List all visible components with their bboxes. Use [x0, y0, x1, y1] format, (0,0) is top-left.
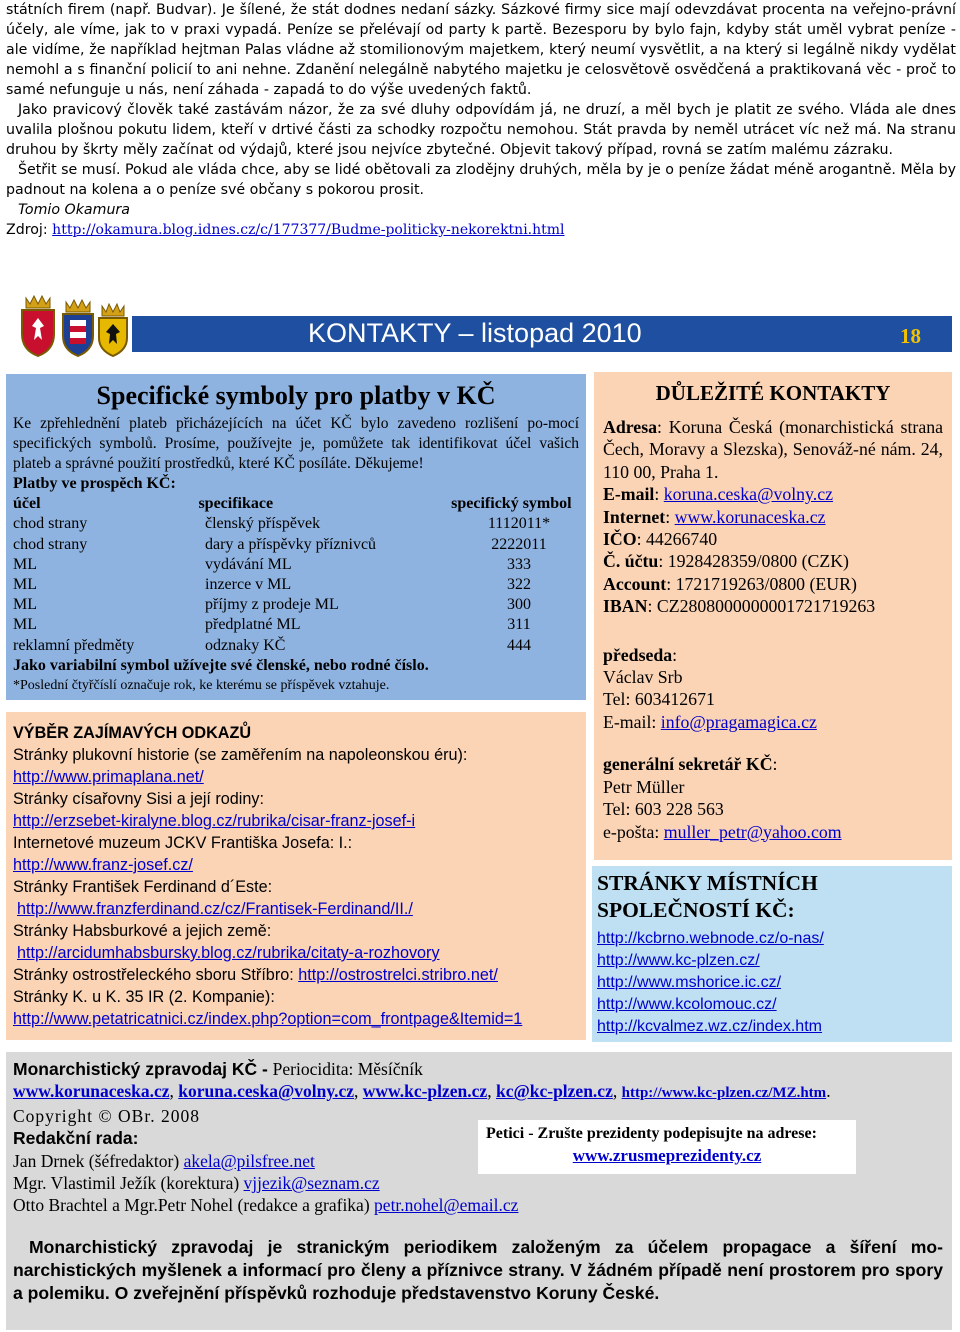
ico-value: : 44266740 — [636, 529, 718, 550]
table-row — [13, 615, 579, 635]
petition-box — [478, 1120, 856, 1174]
table-cell: reklamní předměty — [13, 636, 135, 654]
link-kc-plzen[interactable]: http://www.kc-plzen.cz/ — [597, 952, 760, 969]
article-paragraph: státních firem (např. Budvar). Je šílené, že stát dodnes nedaní sázky. Sázkové firmy sice mají odevzdávat procenta na veřejno-právní účely, ale víme, jak to v praxi vypadá. Peníze se přelévají od party k partě. Bezesporu by bylo fajn, kdyby stát uměl vybrat peníze - ale vidíme, že například hejtman Palas vládne až stomilionovým majetkem, který neumí vysvětlit, a na který si legálně nikdy vydělat nemohl a s finanční policií to ani nehne. Zdanění nelegálně nabytého majetku je celosvětově osvědčená a praktikovaná věc - proč to samé nefunguje u nás, není záhada - zapadá to do výše uvedených faktů. — [6, 2, 956, 98]
internet-link[interactable]: www.korunaceska.cz — [674, 506, 826, 527]
email-label: E-mail — [603, 484, 655, 505]
important-contacts-box — [594, 372, 952, 860]
symbols-intro: Ke zpřehlednění plateb přicházejících na účet KČ bylo zavedeno rozlišení po-mocí specifických symbolů. Prosíme, používejte je, pomůžete tak identifikovat účel vašich plateb a správné použití prostředků, které KČ posíláte. Děkujeme! — [13, 415, 579, 472]
link-label: Stránky císařovny Sisi a její rodiny: — [13, 790, 265, 808]
chair-email-row — [603, 711, 943, 733]
table-cell: 322 — [507, 576, 531, 594]
column-header: specifikace — [198, 495, 274, 513]
copyright: Copyright © OBr. 2008 — [13, 1105, 200, 1126]
symbols-table-header — [13, 494, 579, 514]
secretary-heading: generální sekretář KČ: — [603, 754, 778, 775]
secretary-tel: Tel: 603 228 563 — [603, 799, 724, 820]
petition-link[interactable]: www.zrusmeprezidenty.cz — [572, 1146, 762, 1165]
table-cell: příjmy z prodeje ML — [205, 596, 339, 614]
board-member — [13, 1194, 945, 1216]
board-member-email[interactable]: petr.nohel@email.cz — [374, 1195, 519, 1216]
source-link[interactable]: http://okamura.blog.idnes.cz/c/177377/Budme-politicky-nekorektni.html — [52, 222, 565, 238]
iban-row — [603, 595, 943, 617]
secretary-name: Petr Müller — [603, 776, 685, 797]
link-kc-olomouc[interactable]: http://www.kcolomouc.cz/ — [597, 996, 777, 1013]
ico-label: IČO — [603, 529, 637, 550]
link-petatricatnici[interactable]: http://www.petatricatnici.cz/index.php?option=com_frontpage&Itemid=1 — [13, 1010, 523, 1028]
email-row: E-mail: koruna.ceska@volny.cz — [603, 484, 834, 505]
board-member — [13, 1172, 945, 1194]
iban-value: : CZ2808000000001721719263 — [647, 596, 876, 617]
subheading-text: Platby ve prospěch KČ: — [13, 475, 176, 492]
column-header: účel — [13, 495, 41, 513]
link-label: Stránky ostrostřeleckého sboru Stříbro: — [13, 966, 299, 984]
link-label: Stránky plukovní historie (se zaměřením na napoleonskou éru): — [13, 746, 468, 764]
symbols-footnote: *Poslední čtyřčíslí označuje rok, ke kterému se příspěvek vztahuje. — [13, 678, 390, 694]
footer-link-kc-plzen[interactable]: www.kc-plzen.cz — [362, 1081, 488, 1102]
local-branches-box — [592, 866, 952, 1042]
contacts-title: DŮLEŽITÉ KONTAKTY — [655, 381, 891, 405]
table-cell: vydávání ML — [205, 555, 292, 573]
table-cell: 2222011 — [491, 535, 547, 553]
article-paragraph: Šetřit se musí. Pokud ale vláda chce, aby se lidé obětovali za zlodějny druhých, měla by je o peníze žádat méně arogantně. Měla by padnout na kolena a o peníze své občany s pokorou prosit. — [6, 162, 956, 198]
account-eur-label: Account — [603, 573, 667, 594]
board-member-name: Otto Brachtel a Mgr.Petr Nohel (redakce a grafika) — [13, 1195, 375, 1216]
chair-email-label: E-mail: — [603, 711, 661, 732]
link-label: Internetové muzeum JCKV Františka Josefa: I.: — [13, 834, 353, 852]
account-row — [603, 550, 943, 572]
secretary-email-row — [603, 821, 943, 843]
table-cell: ML — [13, 555, 37, 573]
ico-row — [603, 528, 943, 550]
account-label: Č. účtu — [603, 551, 659, 572]
column-header: specifický symbol — [451, 495, 572, 513]
table-cell: 300 — [507, 596, 531, 614]
internet-label: Internet — [603, 506, 666, 527]
table-row — [13, 514, 579, 534]
article-source — [6, 220, 956, 240]
symbols-subheading — [13, 474, 579, 494]
interesting-links-box — [6, 712, 586, 1040]
internet-row: Internet: www.korunaceska.cz — [603, 506, 826, 527]
symbols-title: Specifické symboly pro platby v KČ — [96, 381, 496, 410]
link-ostrostrelci[interactable]: http://ostrostrelci.stribro.net/ — [298, 966, 498, 984]
chair-tel: Tel: 603412671 — [603, 689, 715, 710]
chair-name: Václav Srb — [603, 667, 683, 688]
table-cell: předplatné ML — [205, 616, 301, 634]
table-cell: odznaky KČ — [205, 636, 286, 654]
local-title: STRÁNKY MÍSTNÍCH SPOLEČNOSTÍ KČ: — [597, 871, 818, 922]
secretary-email-label: e-pošta: — [603, 821, 664, 842]
petition-text: Petici - Zrušte prezidenty podepisujte na adrese: — [486, 1125, 817, 1142]
table-row — [13, 575, 579, 595]
table-cell: 1112011* — [487, 515, 551, 533]
bohemia-crest-icon — [18, 294, 58, 358]
link-kc-valmez[interactable]: http://kcvalmez.wz.cz/index.htm — [597, 1018, 822, 1035]
address-label: Adresa — [603, 417, 658, 437]
newsletter-title: Monarchistický zpravodaj KČ - — [13, 1059, 273, 1079]
page-title: KONTAKTY – listopad 2010 — [308, 318, 642, 348]
secretary-email-link[interactable]: muller_petr@yahoo.com — [663, 821, 842, 842]
address — [603, 416, 943, 483]
article — [6, 0, 956, 240]
moravia-crest-icon — [60, 298, 96, 358]
table-row — [13, 535, 579, 555]
address-value: : Koruna Česká (monarchistická strana Čech, Moravy a Slezska), Senováž-né nám. 24, 110 00, Praha 1. — [603, 417, 943, 482]
iban-label: IBAN — [603, 596, 648, 617]
board-member-email[interactable]: vjjezik@seznam.cz — [243, 1173, 380, 1194]
table-cell: ML — [13, 596, 37, 614]
footer-link-mz[interactable]: http://www.kc-plzen.cz/MZ.htm — [621, 1085, 827, 1102]
board-member-name: Jan Drnek (šéfredaktor) — [13, 1150, 184, 1171]
table-cell: ML — [13, 616, 37, 634]
table-cell: členský příspěvek — [205, 515, 321, 533]
newsletter-title-row — [13, 1058, 945, 1080]
table-cell: chod strany — [13, 535, 88, 553]
newsletter-footer — [6, 1052, 952, 1330]
payment-symbols-box — [6, 374, 586, 700]
board-member-email[interactable]: akela@pilsfree.net — [183, 1150, 315, 1171]
link-mshorice[interactable]: http://www.mshorice.ic.cz/ — [597, 974, 782, 991]
article-author: Tomio Okamura — [18, 202, 130, 218]
table-cell: ML — [13, 576, 37, 594]
footer-links: www.korunaceska.cz, koruna.ceska@volny.cz, www.kc-plzen.cz, kc@kc-plzen.cz, http://www.kc-plzen.cz/MZ.htm. — [13, 1081, 831, 1102]
account-value: : 1928428359/0800 (CZK) — [658, 551, 849, 572]
page-number: 18 — [900, 324, 921, 348]
link-label: Stránky Habsburkové a jejich země: — [13, 922, 272, 940]
link-label: Stránky K. u K. 35 IR (2. Kompanie): — [13, 988, 275, 1006]
editorial-board-heading: Redakční rada: — [13, 1128, 139, 1149]
links-heading: VÝBĚR ZAJÍMAVÝCH ODKAZŮ — [13, 724, 252, 742]
table-cell: inzerce v ML — [205, 576, 292, 594]
chair-label: předseda — [603, 644, 673, 665]
mission-statement: Monarchistický zpravodaj je stranickým periodikem založeným za účelem propagace a šíření mo-narchistických myšlenek a informací pro členy a příznivce strany. V žádném případě není prostorem pro spory a polemiku. O zveřejnění příspěvků rozhoduje představenstvo Koruny České. — [13, 1237, 943, 1303]
article-paragraph: Jako pravicový člověk také zastávám názor, že za své dluhy odpovídám já, ne druzí, a měl bych je platit ze svého. Vláda ale dnes uvalila plošnou pokutu lidem, kteří v drtivé části za schodky rozpočtu nemohou. Stát pravda by neměl utrácet víc než má. Na stranu druhou by škrty měly začínat od výdajů, které jsou nejvíce zbytečné. Objevit takový případ, rovná se zatím malému zázraku. — [6, 102, 956, 158]
table-cell: chod strany — [13, 515, 88, 533]
chair-heading: předseda: — [603, 644, 678, 665]
link-sisi[interactable]: http://erzsebet-kiralyne.blog.cz/rubrika/cisar-franz-josef-i — [13, 812, 416, 830]
link-primaplana[interactable]: http://www.primaplana.net/ — [13, 768, 204, 786]
source-label: Zdroj: — [6, 222, 53, 238]
footer-link-email[interactable]: koruna.ceska@volny.cz — [178, 1081, 355, 1102]
link-habsburg[interactable]: http://arcidumhabsbursky.blog.cz/rubrika/citaty-a-rozhovory — [17, 944, 440, 962]
footer-link-korunaceska[interactable]: www.korunaceska.cz — [13, 1081, 170, 1102]
table-cell: dary a příspěvky příznivců — [205, 535, 377, 553]
silesia-crest-icon — [96, 302, 130, 358]
table-cell: 333 — [507, 555, 531, 573]
link-franzferdinand[interactable]: http://www.franzferdinand.cz/cz/Frantisek-Ferdinand/II./ — [17, 900, 413, 918]
variable-symbol-note — [13, 656, 579, 676]
table-row — [13, 555, 579, 575]
periodicity: Periocidita: Měsíčník — [272, 1059, 423, 1079]
chair-email-link[interactable]: info@pragamagica.cz — [660, 711, 817, 732]
link-label: Stránky František Ferdinand d´Este: — [13, 878, 273, 896]
link-kc-brno[interactable]: http://kcbrno.webnode.cz/o-nas/ — [597, 930, 824, 947]
account-eur-value: : 1721719263/0800 (EUR) — [666, 573, 857, 594]
variable-note-text: Jako variabilní symbol užívejte své členské, nebo rodné číslo. — [13, 656, 429, 674]
account-eur-row — [603, 573, 943, 595]
secretary-label: generální sekretář KČ — [603, 754, 773, 775]
table-row — [13, 595, 579, 615]
table-row — [13, 636, 579, 656]
table-cell: 311 — [507, 616, 531, 634]
table-cell: 444 — [507, 636, 531, 654]
email-link[interactable]: koruna.ceska@volny.cz — [663, 484, 834, 505]
link-franz-josef[interactable]: http://www.franz-josef.cz/ — [13, 856, 193, 874]
footer-link-kc-email[interactable]: kc@kc-plzen.cz — [495, 1081, 613, 1102]
board-member-name: Mgr. Vlastimil Ježík (korektura) — [13, 1173, 244, 1194]
